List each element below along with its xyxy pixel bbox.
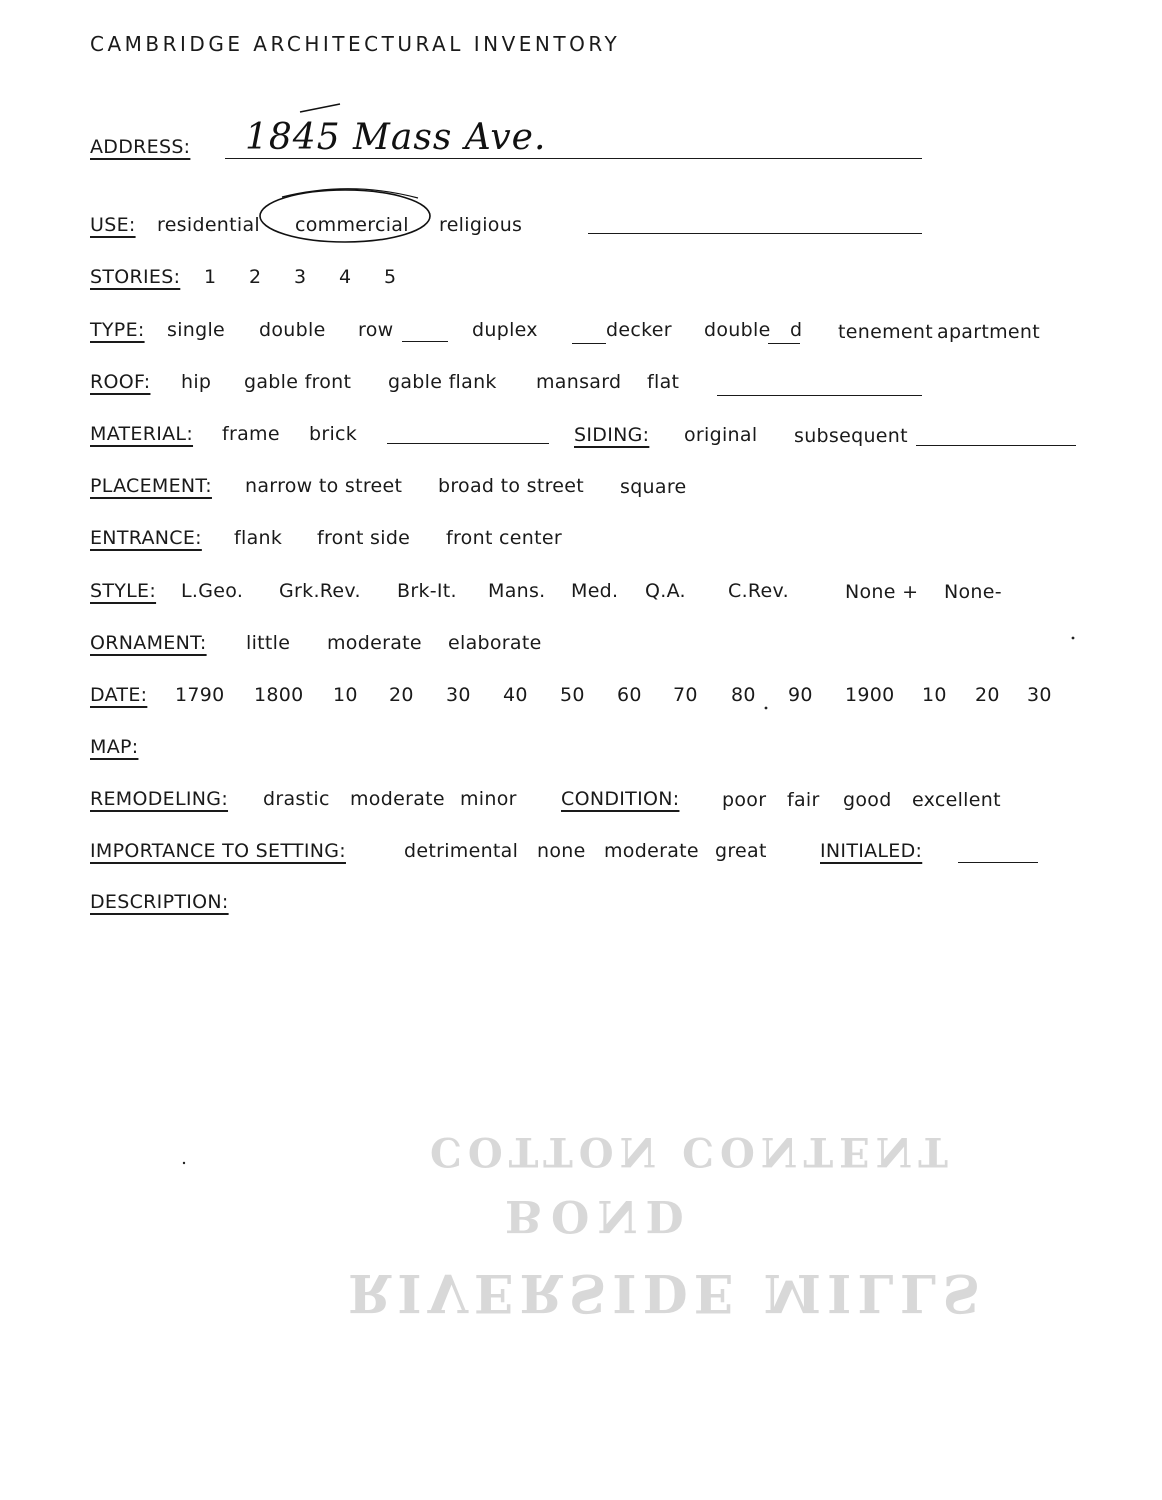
siding-option-subsequent[interactable]: subsequent [794,425,908,447]
style-option-mans[interactable]: Mans. [488,580,546,602]
condition-option-excellent[interactable]: excellent [912,789,1001,811]
style-option-brkit[interactable]: Brk-It. [397,580,457,602]
stories-option-5[interactable]: 5 [384,266,397,288]
style-option-qa[interactable]: Q.A. [645,580,686,602]
date-option-1840[interactable]: 40 [503,684,528,706]
roof-option-gable-flank[interactable]: gable flank [388,371,497,393]
material-option-brick[interactable]: brick [309,423,358,445]
type-option-single[interactable]: single [167,319,226,341]
material-label: MATERIAL: [90,423,194,445]
type-option-duplex[interactable]: duplex [472,319,538,341]
type-option-row[interactable]: row [358,319,394,341]
remodeling-option-minor[interactable]: minor [460,788,517,810]
placement-option-broad[interactable]: broad to street [438,475,585,497]
type-option-tenement[interactable]: tenement [838,321,933,343]
use-option-residential[interactable]: residential [157,214,261,236]
date-option-1900[interactable]: 1900 [845,684,895,706]
selection-circle [260,190,430,242]
description-label: DESCRIPTION: [90,891,229,913]
roof-option-hip[interactable]: hip [181,371,212,393]
type-label: TYPE: [90,319,145,341]
date-option-1790[interactable]: 1790 [175,684,225,706]
date-option-1930[interactable]: 30 [1027,684,1052,706]
stories-option-3[interactable]: 3 [294,266,307,288]
address-handwritten: 1845 Mass Ave. [245,117,547,158]
date-option-1880[interactable]: 80 [731,684,756,706]
importance-option-moderate[interactable]: moderate [604,840,699,862]
roof-label: ROOF: [90,371,151,393]
use-option-commercial[interactable]: commercial [295,214,409,236]
remodeling-option-drastic[interactable]: drastic [263,788,330,810]
speck [1072,637,1075,640]
style-option-grkrev[interactable]: Grk.Rev. [279,580,361,602]
use-option-religious[interactable]: religious [439,214,523,236]
watermark-bond: BOND [505,1190,692,1241]
type-option-double[interactable]: double [259,319,326,341]
entrance-option-flank[interactable]: flank [234,527,283,549]
ornament-label: ORNAMENT: [90,632,207,654]
style-option-crev[interactable]: C.Rev. [728,580,789,602]
style-label: STYLE: [90,580,157,602]
remodeling-label: REMODELING: [90,788,229,810]
roof-option-mansard[interactable]: mansard [536,371,622,393]
stories-option-2[interactable]: 2 [249,266,262,288]
condition-option-fair[interactable]: fair [787,789,820,811]
style-option-none-minus[interactable]: None- [944,581,1002,603]
date-option-1820[interactable]: 20 [389,684,414,706]
speck [765,707,768,710]
roof-option-gable-front[interactable]: gable front [244,371,352,393]
importance-option-great[interactable]: great [715,840,767,862]
watermark-cotton-content: COTTON CONTENT [430,1128,954,1175]
style-option-lgeo[interactable]: L.Geo. [181,580,244,602]
stories-option-4[interactable]: 4 [339,266,352,288]
date-option-1890[interactable]: 90 [788,684,813,706]
importance-label: IMPORTANCE TO SETTING: [90,840,346,862]
placement-option-square[interactable]: square [620,476,687,498]
date-option-1830[interactable]: 30 [446,684,471,706]
placement-option-narrow[interactable]: narrow to street [245,475,403,497]
date-option-1920[interactable]: 20 [975,684,1000,706]
type-option-d: d [790,319,803,341]
placement-label: PLACEMENT: [90,475,212,497]
stories-label: STORIES: [90,266,181,288]
address-label: ADDRESS: [90,136,191,158]
material-option-frame[interactable]: frame [222,423,280,445]
type-option-apartment[interactable]: apartment [937,321,1040,343]
date-option-1850[interactable]: 50 [560,684,585,706]
style-option-med[interactable]: Med. [571,580,619,602]
date-option-1810[interactable]: 10 [333,684,358,706]
entrance-label: ENTRANCE: [90,527,202,549]
condition-option-poor[interactable]: poor [722,789,767,811]
date-option-1870[interactable]: 70 [673,684,698,706]
speck [183,1162,185,1164]
ornament-option-moderate[interactable]: moderate [327,632,422,654]
date-option-1860[interactable]: 60 [617,684,642,706]
importance-option-detrimental[interactable]: detrimental [404,840,519,862]
form-title: CAMBRIDGE ARCHITECTURAL INVENTORY [90,32,621,56]
condition-label: CONDITION: [561,788,680,810]
initialed-label: INITIALED: [820,840,923,862]
type-option-double-decker[interactable]: double [704,319,771,341]
style-option-none-plus[interactable]: None + [845,581,919,603]
type-option-decker[interactable]: decker [606,319,672,341]
roof-option-flat[interactable]: flat [647,371,680,393]
date-option-1910[interactable]: 10 [922,684,947,706]
entrance-option-front-side[interactable]: front side [317,527,411,549]
ornament-option-elaborate[interactable]: elaborate [448,632,542,654]
date-option-1800[interactable]: 1800 [254,684,304,706]
siding-option-original[interactable]: original [684,424,758,446]
remodeling-option-moderate[interactable]: moderate [350,788,445,810]
siding-label: SIDING: [574,424,650,446]
entrance-option-front-center[interactable]: front center [446,527,562,549]
ornament-option-little[interactable]: little [246,632,291,654]
map-label: MAP: [90,736,139,758]
watermark-riverside-mills: RIVERSIDE MILLS [348,1262,987,1323]
condition-option-good[interactable]: good [843,789,892,811]
date-label: DATE: [90,684,148,706]
address-accent-stroke [300,104,340,112]
stories-option-1[interactable]: 1 [204,266,217,288]
importance-option-none[interactable]: none [537,840,586,862]
use-label: USE: [90,214,136,236]
